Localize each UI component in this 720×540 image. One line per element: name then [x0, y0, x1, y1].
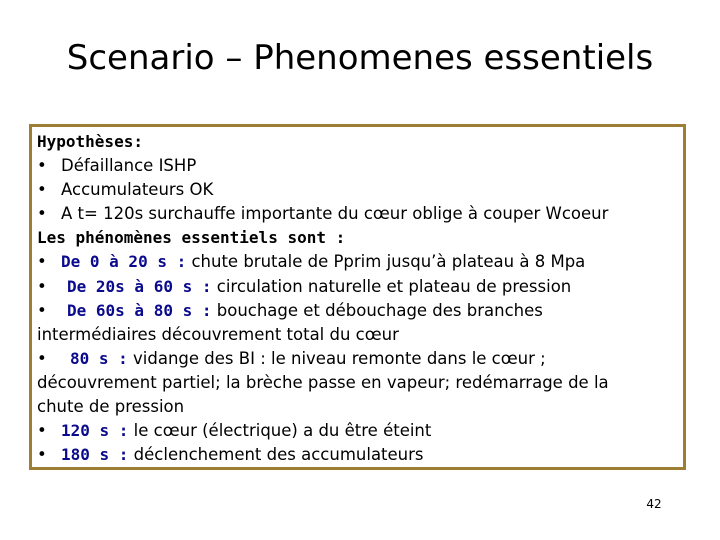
page-number: 42 [646, 497, 662, 511]
list-item: • De 60s à 80 s : bouchage et débouchage des branches [37, 300, 543, 320]
phenomenon-text: bouchage et débouchage des branches [211, 300, 543, 320]
list-item: • Défaillance ISHP [37, 156, 197, 176]
time-label: De 60s à 80 s : [67, 300, 212, 320]
list-item: • De 0 à 20 s : chute brutale de Pprim jusqu’à plateau à 8 Mpa [37, 252, 586, 272]
hypothesis-text: Défaillance ISHP [61, 156, 197, 176]
hypothesis-text: A t= 120s surchauffe importante du cœur oblige à couper Wcoeur [61, 204, 609, 224]
list-item: • 180 s : déclenchement des accumulateurs [37, 445, 424, 465]
continuation-line: intermédiaires découvrement total du cœur [37, 324, 399, 344]
list-item: • A t= 120s surchauffe importante du cœur oblige à couper Wcoeur [37, 204, 609, 224]
phenomenon-text: le cœur (électrique) a du être éteint [128, 421, 432, 441]
continuation-line: chute de pression [37, 397, 185, 417]
list-item: • 120 s : le cœur (électrique) a du être éteint [37, 421, 432, 441]
phenomena-heading: Les phénomènes essentiels sont : [37, 228, 346, 248]
time-label: 120 s : [61, 421, 129, 441]
content-box [29, 124, 686, 470]
time-label: De 20s à 60 s : [67, 276, 212, 296]
hypothesis-text: Accumulateurs OK [61, 180, 214, 200]
phenomenon-text: déclenchement des accumulateurs [128, 445, 424, 465]
list-item: • Accumulateurs OK [37, 180, 214, 200]
time-label: 180 s : [61, 445, 129, 465]
time-label: 80 s : [70, 348, 128, 368]
hypotheses-heading: Hypothèses: [37, 132, 143, 151]
phenomenon-text: chute brutale de Pprim jusqu’à plateau à 8 Mpa [186, 252, 586, 272]
time-label: De 0 à 20 s : [61, 252, 187, 272]
phenomenon-text: circulation naturelle et plateau de pression [211, 276, 572, 296]
continuation-line: découvrement partiel; la brèche passe en vapeur; redémarrage de la [37, 372, 609, 392]
phenomenon-text: vidange des BI : le niveau remonte dans le cœur ; [127, 348, 546, 368]
slide-title: Scenario – Phenomenes essentiels [66, 38, 654, 78]
list-item: • De 20s à 60 s : circulation naturelle et plateau de pression [37, 276, 572, 296]
list-item: • 80 s : vidange des BI : le niveau remonte dans le cœur ; [37, 348, 546, 368]
